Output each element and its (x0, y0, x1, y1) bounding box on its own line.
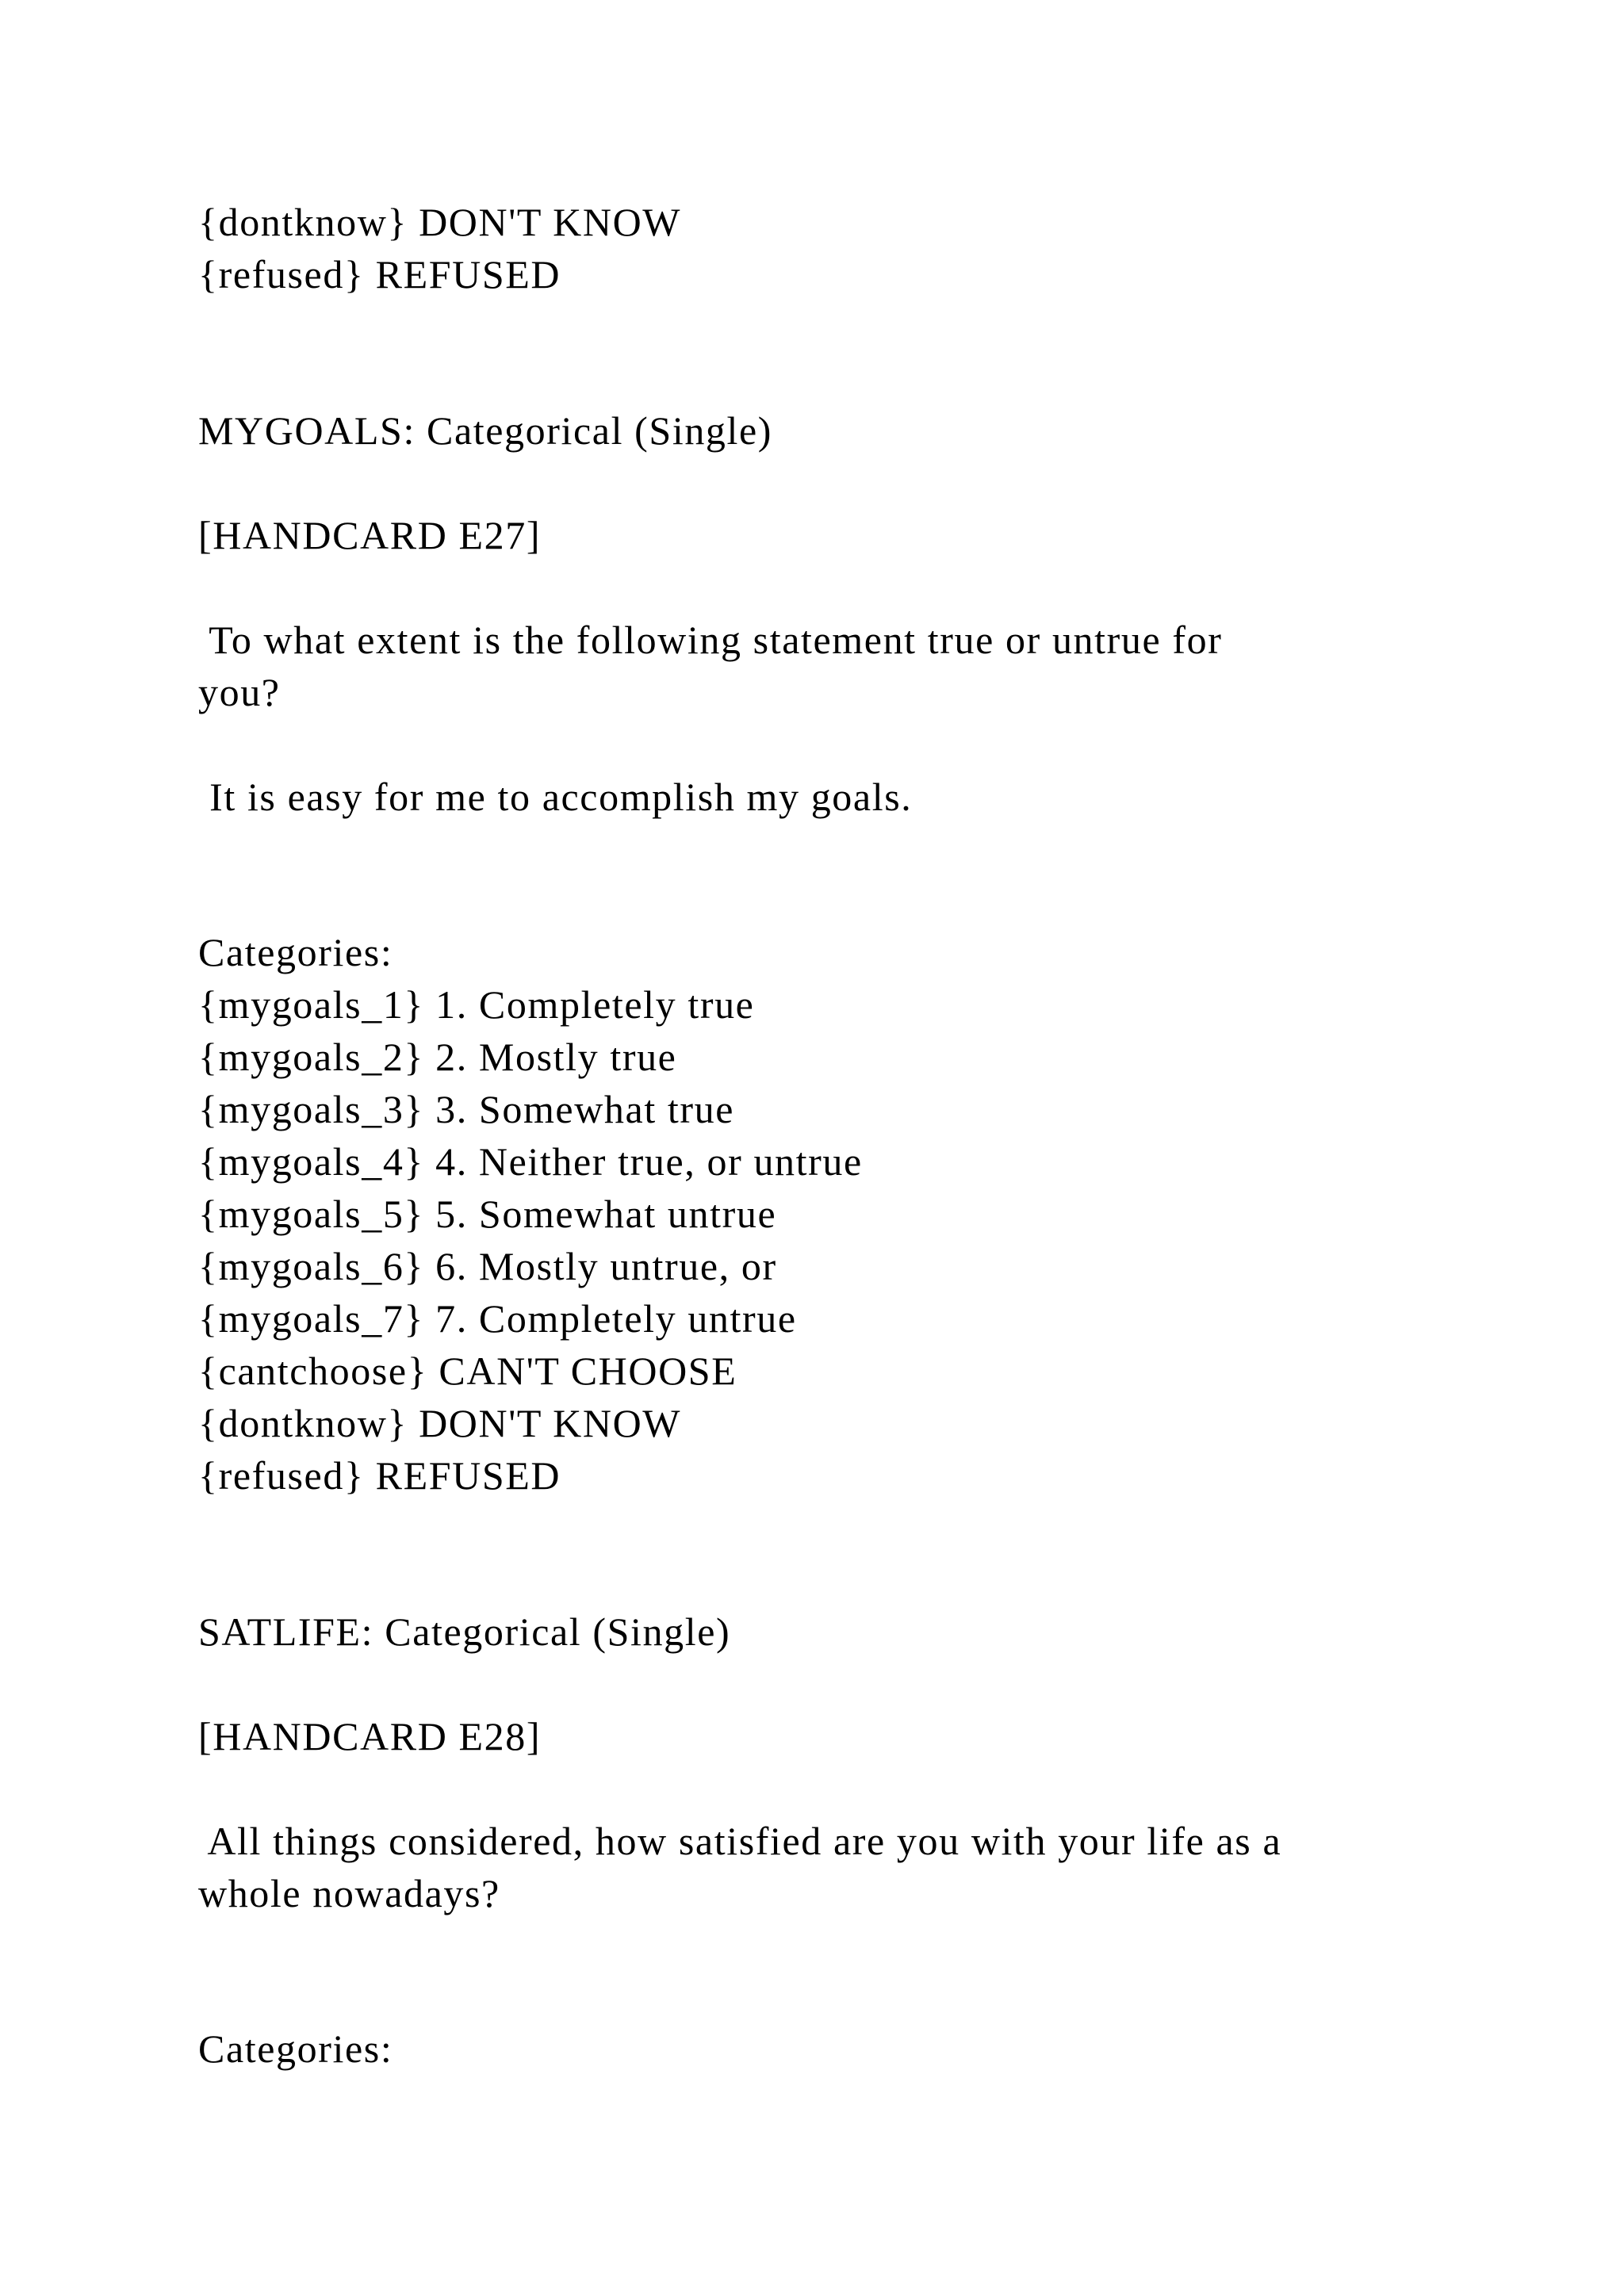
satlife-question-line-1: All things considered, how satisfied are you with your life as a (198, 1819, 1282, 1863)
mygoals-category-6: {mygoals_6} 6. Mostly untrue, or (198, 1244, 777, 1288)
mygoals-category-5: {mygoals_5} 5. Somewhat untrue (198, 1192, 777, 1236)
mygoals-category-3: {mygoals_3} 3. Somewhat true (198, 1087, 735, 1131)
mygoals-category-dontknow: {dontknow} DON'T KNOW (198, 1401, 682, 1445)
satlife-header: SATLIFE: Categorical (Single) (198, 1609, 731, 1654)
mygoals-question-line-2: you? (198, 670, 281, 714)
mygoals-question-line-1: To what extent is the following statement true or untrue for (198, 618, 1223, 662)
mygoals-category-4: {mygoals_4} 4. Neither true, or untrue (198, 1139, 863, 1184)
satlife-handcard: [HANDCARD E28] (198, 1714, 542, 1758)
option-refused: {refused} REFUSED (198, 252, 561, 297)
mygoals-category-2: {mygoals_2} 2. Mostly true (198, 1035, 677, 1079)
satlife-categories-label: Categories: (198, 2026, 393, 2071)
satlife-question-line-2: whole nowadays? (198, 1871, 500, 1915)
mygoals-header: MYGOALS: Categorical (Single) (198, 408, 773, 453)
option-dontknow: {dontknow} DON'T KNOW (198, 200, 682, 244)
mygoals-handcard: [HANDCARD E27] (198, 513, 542, 557)
mygoals-category-1: {mygoals_1} 1. Completely true (198, 982, 755, 1027)
mygoals-category-7: {mygoals_7} 7. Completely untrue (198, 1296, 797, 1341)
mygoals-statement: It is easy for me to accomplish my goals. (198, 775, 913, 819)
mygoals-category-cantchoose: {cantchoose} CAN'T CHOOSE (198, 1349, 737, 1393)
mygoals-category-refused: {refused} REFUSED (198, 1453, 561, 1498)
mygoals-categories-label: Categories: (198, 930, 393, 974)
